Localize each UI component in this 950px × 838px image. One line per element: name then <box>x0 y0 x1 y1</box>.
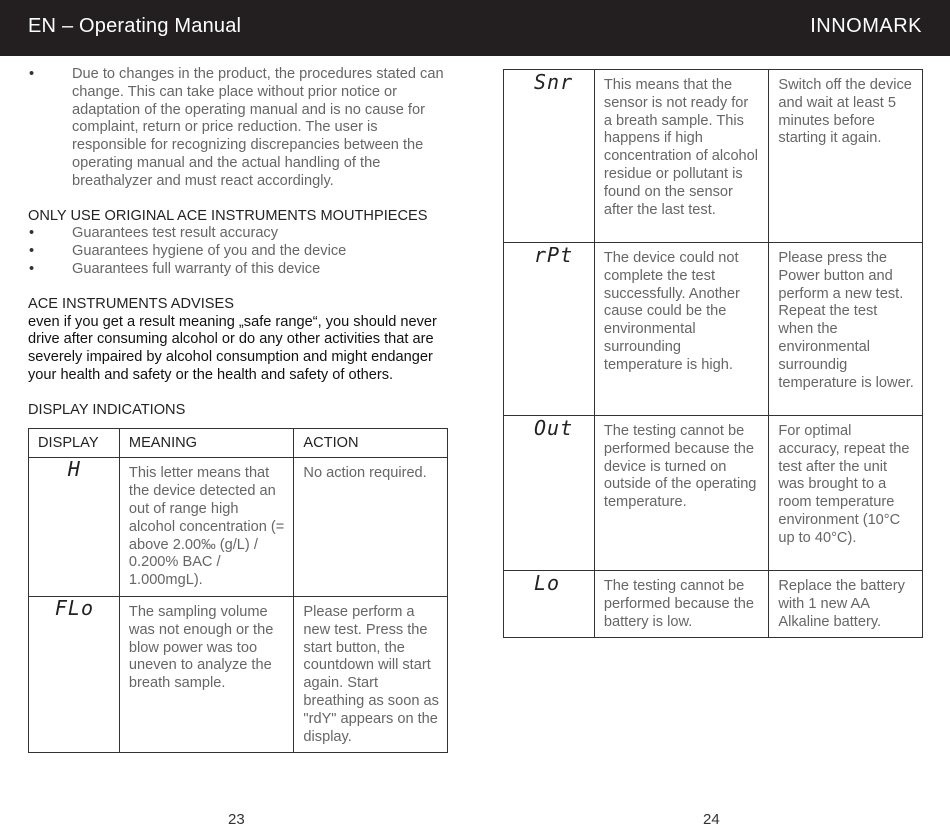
table-row <box>504 416 923 571</box>
action-cell: For optimal accuracy, repeat the test after the unit was brought to a room temperature environment (10°C up to 40°C). <box>769 416 923 571</box>
table-row <box>29 458 448 597</box>
meaning-cell: The testing cannot be performed because the battery is low. <box>594 571 768 638</box>
table-header-row <box>29 428 448 458</box>
list-item <box>28 243 448 261</box>
left-page <box>28 66 448 753</box>
action-cell: Switch off the device and wait at least 5 minutes before starting it again. <box>769 70 923 243</box>
action-cell: No action required. <box>294 458 448 597</box>
table-row <box>504 70 923 243</box>
list-item-text: Guarantees full warranty of this device <box>72 260 321 277</box>
page-number-right: 24 <box>703 811 720 828</box>
list-item-text: Guarantees hygiene of you and the device <box>72 243 347 260</box>
column-header-meaning: MEANING <box>119 428 294 458</box>
action-cell: Please press the Power button and perform a new test. Repeat the test when the environmental surroundig temperature is lower. <box>769 243 923 416</box>
display-cell <box>504 416 595 571</box>
bullet-dot: • <box>29 225 35 242</box>
display-indications-heading: DISPLAY INDICATIONS <box>28 401 186 418</box>
meaning-cell: This means that the sensor is not ready for a breath sample. This happens if high concentration of alcohol residue or pollutant is found on the sensor after the last test. <box>594 70 768 243</box>
mouthpieces-heading: ONLY USE ORIGINAL ACE INSTRUMENTS MOUTHPIECES <box>28 207 428 224</box>
table-row <box>504 243 923 416</box>
display-code: FLo <box>54 595 95 620</box>
advises-text: even if you get a result meaning „safe range“, you should never drive after consuming alcohol or do any other activities that are severely impaired by alcohol consumption and might endanger your health and safety or the health and safety of others. <box>28 313 437 383</box>
action-cell: Please perform a new test. Press the start button, the countdown will start again. Start breathing as soon as "rdY" appears on the display. <box>294 596 448 752</box>
display-table <box>28 428 448 754</box>
display-table-continued <box>503 69 923 638</box>
display-code: Snr <box>534 70 574 94</box>
bullet-dot: • <box>29 243 35 260</box>
list-item <box>28 261 448 279</box>
bullet-dot: • <box>29 260 35 277</box>
meaning-cell: The device could not complete the test successfully. Another cause could be the environmental surrounding temperature is high. <box>594 243 768 416</box>
display-cell <box>29 596 120 752</box>
column-header-display: DISPLAY <box>29 428 120 458</box>
display-cell <box>504 571 595 638</box>
list-item <box>28 225 448 243</box>
display-cell <box>29 458 120 597</box>
display-code: H <box>67 457 81 482</box>
intro-bullet <box>28 66 448 191</box>
intro-text: Due to changes in the product, the procedures stated can change. This can take place without prior notice or adaptation of the operating manual and is no cause for complaint, return or price reduction. The user is responsible for recognizing discrepancies between the operating manual and the actual handling of the breathalyzer and must react accordingly. <box>72 66 444 189</box>
meaning-cell: This letter means that the device detected an out of range high alcohol concentration (= above 2.00‰ (g/L) / 0.200% BAC / 1.000mgL). <box>119 458 294 597</box>
right-page <box>503 69 923 638</box>
display-code: Lo <box>534 571 561 595</box>
page-number-left: 23 <box>228 811 245 828</box>
bullet-dot: • <box>29 66 35 82</box>
display-cell <box>504 243 595 416</box>
page-header <box>0 0 950 56</box>
action-cell: Replace the battery with 1 new AA Alkaline battery. <box>769 571 923 638</box>
meaning-cell: The testing cannot be performed because the device is turned on outside of the operating temperature. <box>594 416 768 571</box>
brand-name: INNOMARK <box>810 15 922 37</box>
display-cell <box>504 70 595 243</box>
list-item-text: Guarantees test result accuracy <box>72 225 279 242</box>
column-header-action: ACTION <box>294 428 448 458</box>
table-row <box>29 596 448 752</box>
display-code: Out <box>534 416 574 440</box>
display-code: rPt <box>534 243 574 267</box>
manual-title: EN – Operating Manual <box>28 15 242 37</box>
table-row <box>504 571 923 638</box>
advises-heading: ACE INSTRUMENTS ADVISES <box>28 295 234 312</box>
meaning-cell: The sampling volume was not enough or the blow power was too uneven to analyze the breath sample. <box>119 596 294 752</box>
